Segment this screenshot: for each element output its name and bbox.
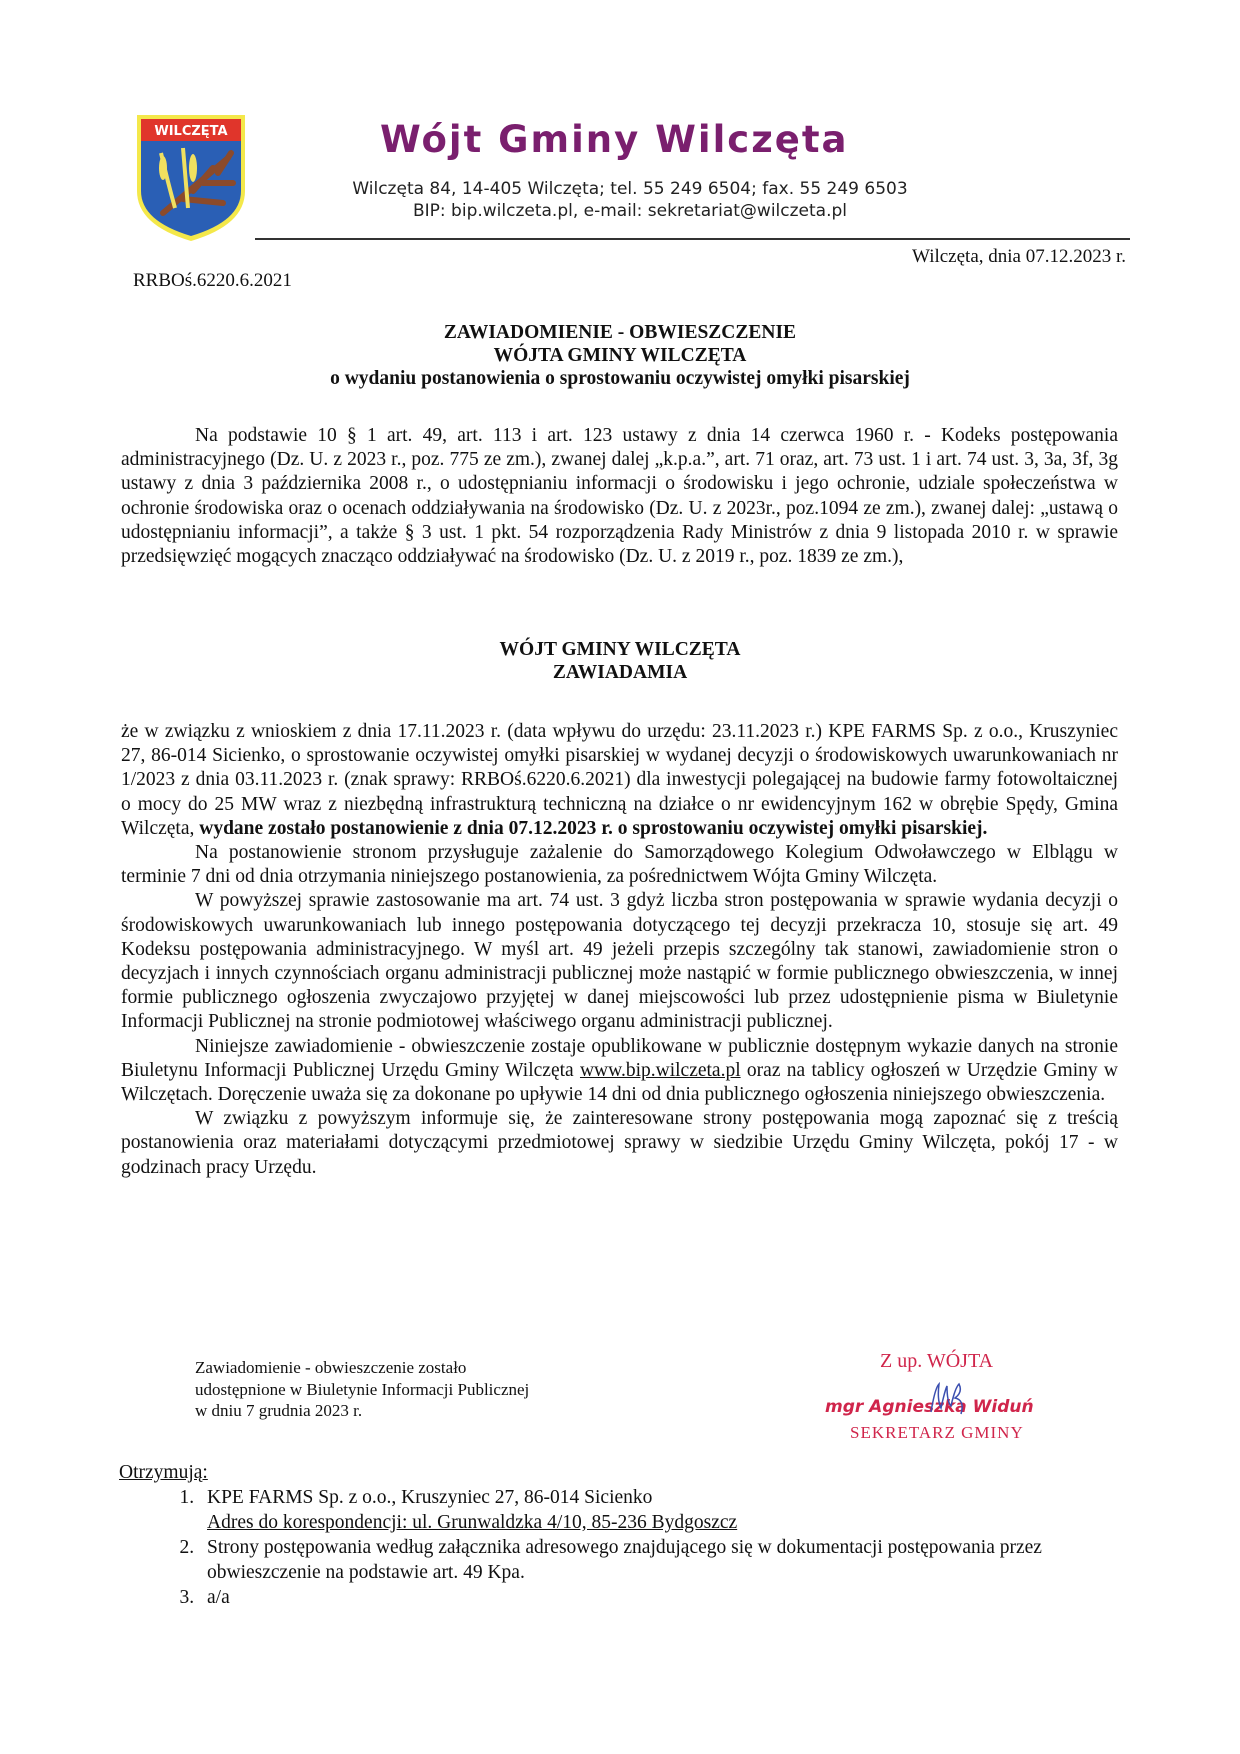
letterhead-title: Wójt Gminy Wilczęta <box>380 118 849 161</box>
header-divider <box>255 238 1130 240</box>
paragraph-legal-note: W powyższej sprawie zastosowanie ma art. 74 ust. 3 gdyż liczba stron postępowania w sprawie wydania decyzji o środowiskowych uwarunkowaniach lub innego postępowania dotyczącego tej decyzji przekracza 10, stosuje się art. 49 Kodeksu postępowania administracyjnego. W myśl art. 49 jeżeli przepis szczególny tak stanowi, zawiadomienie stron o decyzjach i innych czynnościach organu administracji publicznej może nastąpić w formie publicznego obwieszczenia, w innej formie publicznego ogłoszenia zwyczajowo przyjętej w danej miejscowości lub przez udostępnienie pisma w Biuletynie Informacji Publicznej na stronie podmiotowej właściwego organu administracji publicznej. <box>121 890 1118 1033</box>
announcement-heading <box>120 638 1120 684</box>
recipient-item <box>199 1535 1119 1585</box>
recipients-header: Otrzymują: <box>119 1462 208 1483</box>
municipality-crest-icon <box>133 113 249 243</box>
recipient-correspondence-address: Adres do korespondencji: ul. Grunwaldzka 4/10, 85-236 Bydgoszcz <box>207 1512 738 1533</box>
note-line-3: w dniu 7 grudnia 2023 r. <box>195 1401 363 1420</box>
paragraph-decision <box>121 720 1118 841</box>
stamp-position: SEKRETARZ GMINY <box>850 1423 1024 1442</box>
paragraph-publication <box>121 1035 1118 1108</box>
recipient-name: 2. Strony postępowania według załącznika adresowego znajdującego się w dokumentacji postępowania przez obwieszczenie na podstawie art. 49 Kpa. <box>207 1537 1042 1583</box>
recipients-section <box>119 1460 1119 1610</box>
reference-number: RRBOś.6220.6.2021 <box>133 270 292 291</box>
handwritten-signature-icon <box>925 1378 975 1418</box>
bip-link[interactable]: www.bip.wilczeta.pl <box>579 1059 741 1081</box>
recipient-item <box>199 1485 1119 1535</box>
paragraph-appeal: Na postanowienie stronom przysługuje zażalenie do Samorządowego Kolegium Odwoławczego w Elblągu w terminie 7 dni od dnia otrzymania niniejszego postanowienia, za pośrednictwem Wójta Gminy Wilczęta. <box>121 842 1118 888</box>
heading-line-2: WÓJTA GMINY WILCZĘTA <box>493 345 747 366</box>
publication-note <box>195 1357 529 1422</box>
recipient-item <box>199 1585 1119 1610</box>
announcement-line-2: ZAWIADAMIA <box>552 662 688 683</box>
crest-label: WILCZĘTA <box>154 124 228 139</box>
notice-body <box>121 720 1118 1180</box>
decision-bold-text: wydane zostało postanowienie z dnia 07.12.2023 r. o sprostowaniu oczywistej omyłki pisarskiej. <box>199 817 988 839</box>
stamp-line-1: Z up. WÓJTA <box>880 1350 994 1372</box>
note-line-2: udostępnione w Biuletynie Informacji Publicznej <box>195 1379 530 1399</box>
address-line: Wilczęta 84, 14-405 Wilczęta; tel. 55 249 6504; fax. 55 249 6503 <box>352 179 908 199</box>
paragraph-inspection: W związku z powyższym informuje się, że zainteresowane strony postępowania mogą zapoznać się z treścią postanowienia oraz materiałami dotyczącymi przedmiotowej sprawy w siedzibie Urzędu Gminy Wilczęta, pokój 17 - w godzinach pracy Urzędu. <box>121 1108 1118 1178</box>
publication-text-before: Niniejsze zawiadomienie - obwieszczenie zostaje opublikowane w publicznie dostępnym wykazie danych na stronie Biuletynu Informacji Publicznej Urzędu Gminy Wilczęta <box>121 1035 1118 1081</box>
document-heading <box>120 321 1120 390</box>
recipients-list <box>119 1485 1119 1610</box>
recipient-name: 3. a/a <box>207 1587 230 1608</box>
place-date: Wilczęta, dnia 07.12.2023 r. <box>912 246 1126 267</box>
stamp-signatory-name: mgr Agnieszka Widuń <box>825 1397 1034 1417</box>
decision-text: że w związku z wnioskiem z dnia 17.11.2023 r. (data wpływu do urzędu: 23.11.2023 r.) KPE FARMS Sp. z o.o., Kruszyniec 27, 86-014 Sicienko, o sprostowanie oczywistej omyłki pisarskiej w wydanej decyzji o środowiskowych uwarunkowaniach nr 1/2023 z dnia 03.11.2023 r. (znak sprawy: RRBOś.6220.6.2021) dla inwestycji polegającej na budowie farmy fotowoltaicznej o mocy do 25 MW wraz z niezbędną infrastrukturą techniczną na działce o nr ewidencyjnym 162 w obrębie Spędy, Gmina Wilczęta, <box>121 721 1118 839</box>
publication-text-after: oraz na tablicy ogłoszeń w Urzędzie Gminy w Wilczętach. Doręczenie uważa się za dokonane po upływie 14 dni od dnia publicznego ogłoszenia niniejszego obwieszczenia. <box>121 1059 1118 1106</box>
announcement-line-1: WÓJT GMINY WILCZĘTA <box>499 639 741 660</box>
letterhead-address <box>300 178 960 222</box>
intro-text: Na podstawie 10 § 1 art. 49, art. 113 i art. 123 ustawy z dnia 14 czerwca 1960 r. - Kodeks postępowania administracyjnego (Dz. U. z 2023 r., poz. 775 ze zm.), zwanej dalej „k.p.a.”, art. 71 oraz, art. 73 ust. 1 i art. 74 ust. 3, 3a, 3f, 3g ustawy z dnia 3 października 2008 r., o udostępnianiu informacji o środowisku i jego ochronie, udziale społeczeństwa w ochronie środowiska oraz o ocenach oddziaływania na środowisko (Dz. U. z 2023r., poz.1094 ze zm.), zwanej dalej: „ustawą o udostępnianiu informacji”, a także § 3 ust. 1 pkt. 54 rozporządzenia Rady Ministrów z dnia 9 listopada 2010 r. w sprawie przedsięwzięć mogących znacząco oddziaływać na środowisko (Dz. U. z 2019 r., poz. 1839 ze zm.), <box>121 425 1118 568</box>
heading-line-3: o wydaniu postanowienia o sprostowaniu oczywistej omyłki pisarskiej <box>330 368 910 389</box>
recipient-name: 1. KPE FARMS Sp. z o.o., Kruszyniec 27, 86-014 Sicienko <box>207 1487 653 1508</box>
heading-line-1: ZAWIADOMIENIE - OBWIESZCZENIE <box>443 322 797 343</box>
contact-line: BIP: bip.wilczeta.pl, e-mail: sekretariat@wilczeta.pl <box>413 201 847 221</box>
note-line-1: Zawiadomienie - obwieszczenie zostało <box>195 1358 467 1377</box>
legal-basis-paragraph <box>121 424 1118 569</box>
